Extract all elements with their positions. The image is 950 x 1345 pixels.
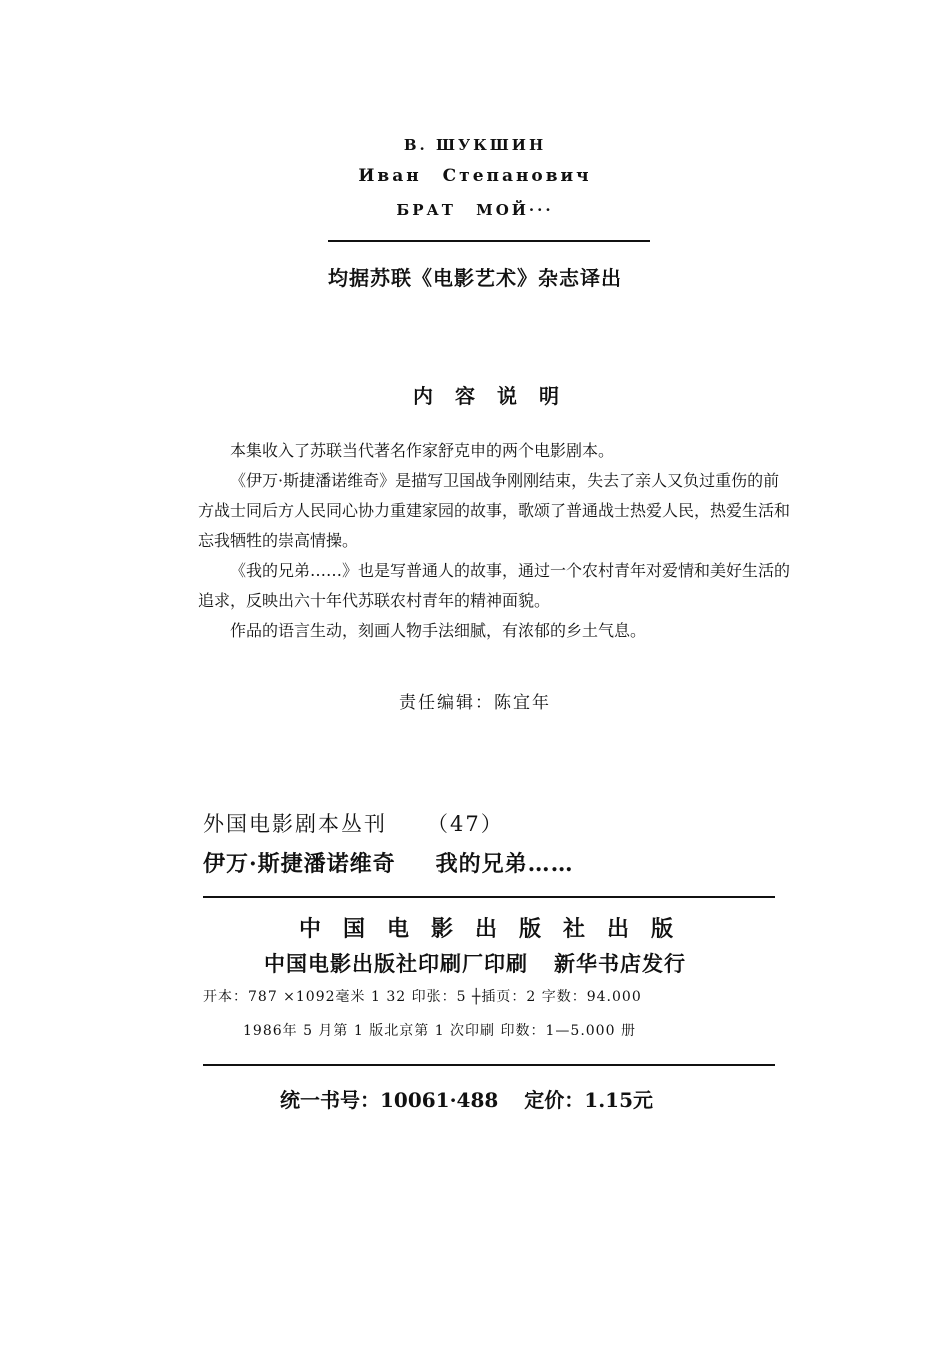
isbn-price-line bbox=[280, 1084, 653, 1113]
book-title-a: 伊万·斯捷潘诺维奇 bbox=[203, 851, 396, 877]
description-paragraph: 作品的语言生动，刻画人物手法细腻，有浓郁的乡土气息。 bbox=[230, 621, 647, 640]
description-heading: 内容说明 bbox=[413, 384, 581, 408]
edition-info: 1986年 5 月第 1 版北京第 1 次印刷 印数：1—5.000 册 bbox=[243, 1023, 636, 1039]
russian-author: В. ШУКШИН bbox=[403, 136, 547, 154]
publisher: 中国电影出版社出版 bbox=[298, 916, 695, 942]
divider bbox=[203, 1064, 775, 1066]
series-name: 外国电影剧本丛刊 bbox=[203, 812, 387, 836]
description-paragraph: 《伊万·斯捷潘诺维奇》是描写卫国战争刚刚结束，失去了亲人又负过重伤的前方战士同后方人民同心协力重建家园的故事，歌颂了普通战士热爱人民，热爱生活和忘我牺牲的崇高情操。 bbox=[198, 471, 791, 550]
format-spec: 开本：787 ×1092毫米 1 32 印张：5 ┼插页：2 字数：94.000 bbox=[203, 989, 642, 1005]
russian-title-1: Иван Степанович bbox=[358, 166, 592, 186]
isbn-number: 10061·488 bbox=[380, 1088, 499, 1112]
price: 1.15元 bbox=[584, 1088, 654, 1112]
description-paragraph: 本集收入了苏联当代著名作家舒克申的两个电影剧本。 bbox=[230, 441, 615, 460]
responsible-editor: 责任编辑：陈宜年 bbox=[399, 693, 551, 713]
divider bbox=[203, 896, 775, 898]
description-paragraph: 《我的兄弟……》也是写普通人的故事，通过一个农村青年对爱情和美好生活的追求，反映出六十年代苏联农村青年的精神面貌。 bbox=[198, 561, 791, 610]
printer: 中国电影出版社印刷厂印刷 bbox=[264, 951, 528, 976]
isbn-label: 统一书号： bbox=[280, 1088, 380, 1112]
book-title-b: 我的兄弟…… bbox=[435, 851, 574, 877]
series-number: （47） bbox=[427, 812, 504, 836]
distributor: 新华书店发行 bbox=[554, 951, 686, 976]
book-title bbox=[203, 847, 574, 878]
price-label: 定价： bbox=[524, 1088, 585, 1112]
series-line bbox=[203, 808, 504, 838]
description-body bbox=[198, 436, 790, 646]
divider bbox=[328, 240, 650, 242]
russian-title-2: БРАТ МОЙ··· bbox=[396, 201, 554, 219]
translation-source-note: 均据苏联《电影艺术》杂志译出 bbox=[328, 266, 622, 290]
printer-line bbox=[0, 948, 950, 978]
